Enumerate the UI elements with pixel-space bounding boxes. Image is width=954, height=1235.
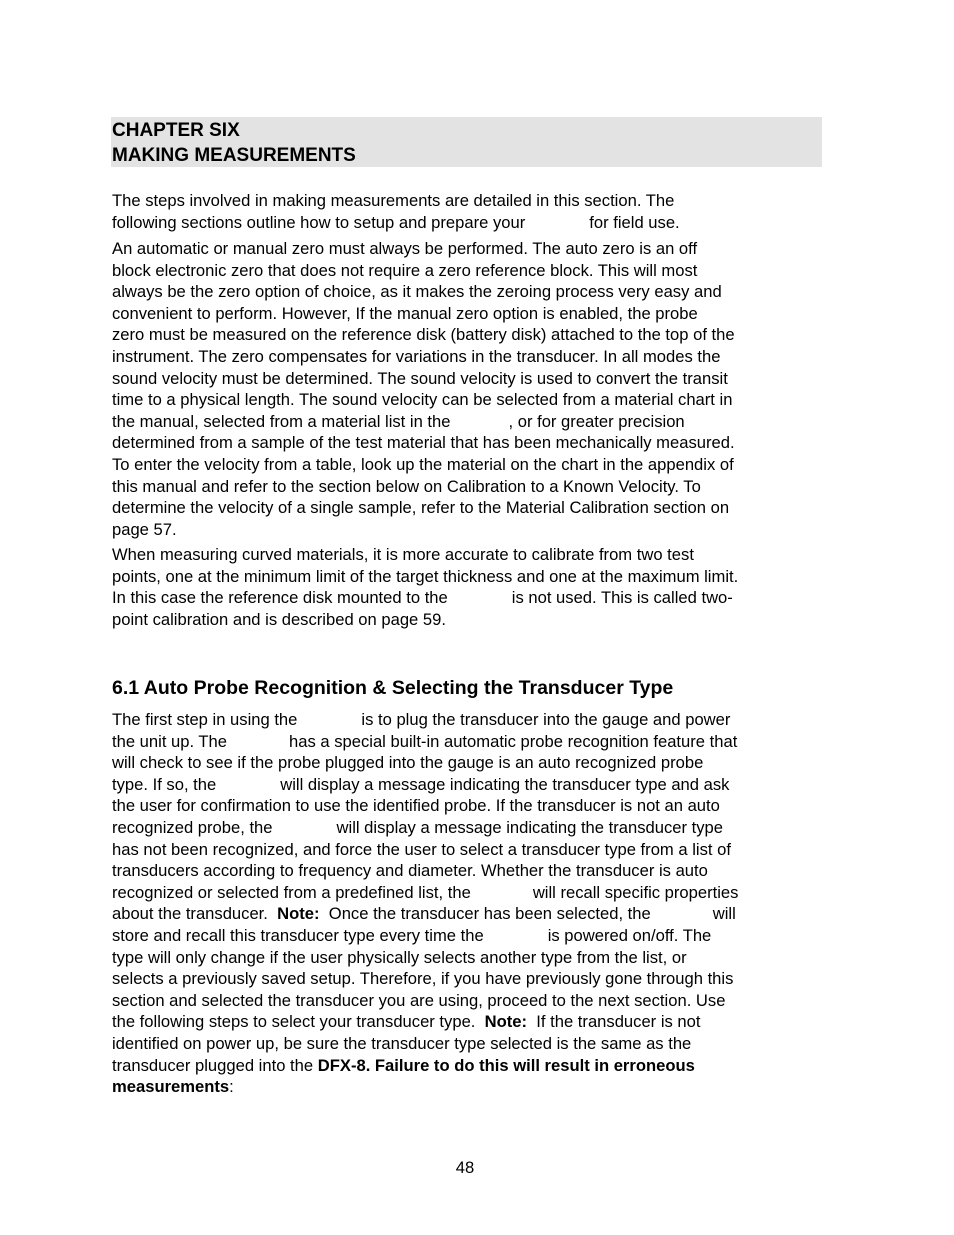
text-line bbox=[112, 731, 824, 753]
text-segment: for field use. bbox=[589, 212, 680, 232]
text-line: always be the zero option of choice, as it makes the zeroing process very easy and bbox=[112, 282, 722, 302]
text-line: this manual and refer to the section below on Calibration to a Known Velocity. To bbox=[112, 476, 701, 496]
text-segment: has a special built-in automatic probe recognition feature that bbox=[289, 731, 738, 751]
text-line: determine the velocity of a single sample, refer to the Material Calibration section on bbox=[112, 498, 730, 518]
text-segment: is not used. This is called two- bbox=[511, 588, 733, 608]
page-number: 48 bbox=[455, 1158, 475, 1177]
text-line: section and selected the transducer you are using, proceed to the next section. Use bbox=[112, 990, 726, 1010]
chapter-number: CHAPTER SIX bbox=[112, 120, 240, 141]
text-line bbox=[112, 882, 824, 904]
text-segment: the following steps to select your transducer type. bbox=[112, 1012, 476, 1032]
text-line: will check to see if the probe plugged into the gauge is an auto recognized probe bbox=[112, 753, 704, 773]
text-line bbox=[112, 817, 824, 839]
text-segment: recognized or selected from a predefined list, the bbox=[112, 882, 471, 902]
text-segment: is to plug the transducer into the gauge and power bbox=[361, 710, 731, 729]
text-line bbox=[112, 411, 824, 433]
text-segment: , or for greater precision bbox=[508, 411, 685, 431]
text-line bbox=[112, 1076, 824, 1098]
text-line: block electronic zero that does not require a zero reference block. This will most bbox=[112, 260, 698, 280]
text-line: has not been recognized, and force the user to select a transducer type from a list of bbox=[112, 839, 731, 859]
text-line: point calibration and is described on page 59. bbox=[112, 609, 446, 629]
text-segment: will display a message indicating the transducer type bbox=[336, 817, 724, 837]
text-line: points, one at the minimum limit of the target thickness and one at the maximum limit. bbox=[112, 566, 739, 586]
warning-text: measurements bbox=[112, 1077, 230, 1097]
text-line: type will only change if the user physically selects another type from the list, or bbox=[112, 947, 687, 967]
text-line bbox=[112, 1055, 824, 1077]
text-line: selects a previously saved setup. Therefore, if you have previously gone through this bbox=[112, 969, 734, 989]
text-line bbox=[112, 212, 824, 234]
text-line: determined from a sample of the test material that has been mechanically measured. bbox=[112, 433, 735, 453]
text-segment: will bbox=[712, 904, 736, 924]
text-line bbox=[112, 1011, 824, 1033]
chapter-title: MAKING MEASUREMENTS bbox=[112, 145, 356, 166]
text-line bbox=[112, 774, 824, 796]
text-line bbox=[112, 587, 824, 609]
text-line: An automatic or manual zero must always be performed. The auto zero is an off bbox=[112, 239, 698, 258]
section-heading: 6.1 Auto Probe Recognition & Selecting the Transducer Type bbox=[112, 677, 674, 699]
text-line: When measuring curved materials, it is more accurate to calibrate from two test bbox=[112, 545, 694, 564]
text-segment: In this case the reference disk mounted to the bbox=[112, 588, 448, 608]
text-segment: Once the transducer has been selected, the bbox=[328, 904, 651, 924]
text-segment: will recall specific properties bbox=[532, 882, 739, 902]
text-line: sound velocity must be determined. The sound velocity is used to convert the transit bbox=[112, 368, 728, 388]
text-segment: the manual, selected from a material list in the bbox=[112, 411, 451, 431]
text-segment: If the transducer is not bbox=[536, 1012, 701, 1032]
text-segment: transducer plugged into the bbox=[112, 1055, 314, 1075]
text-line bbox=[112, 709, 824, 731]
text-segment: is powered on/off. The bbox=[547, 925, 712, 945]
text-line: the user for confirmation to use the identified probe. If the transducer is not an auto bbox=[112, 796, 720, 816]
text-segment: the unit up. The bbox=[112, 731, 228, 751]
text-line: The steps involved in making measurements are detailed in this section. The bbox=[112, 191, 675, 210]
text-segment: following sections outline how to setup and prepare your bbox=[112, 212, 526, 232]
text-segment: type. If so, the bbox=[112, 774, 217, 794]
text-line: page 57. bbox=[112, 519, 177, 539]
text-line bbox=[112, 903, 824, 925]
text-segment: store and recall this transducer type every time the bbox=[112, 925, 484, 945]
intro-paragraph-3 bbox=[112, 544, 824, 630]
text-line: time to a physical length. The sound velocity can be selected from a material chart in bbox=[112, 390, 733, 410]
text-line: transducers according to frequency and diameter. Whether the transducer is auto bbox=[112, 861, 708, 881]
warning-text: DFX-8. Failure to do this will result in erroneous bbox=[317, 1055, 695, 1075]
chapter-header bbox=[111, 117, 822, 167]
intro-paragraph-2 bbox=[112, 238, 824, 540]
text-segment: : bbox=[229, 1077, 234, 1097]
text-segment: will display a message indicating the transducer type and ask bbox=[280, 774, 730, 794]
text-line: identified on power up, be sure the transducer type selected is the same as the bbox=[112, 1033, 692, 1053]
text-line: convenient to perform. However, If the manual zero option is enabled, the probe bbox=[112, 303, 698, 323]
text-line: zero must be measured on the reference disk (battery disk) attached to the top of the bbox=[112, 325, 735, 345]
note-label: Note: bbox=[277, 904, 320, 924]
text-line: instrument. The zero compensates for variations in the transducer. In all modes the bbox=[112, 346, 721, 366]
text-line: To enter the velocity from a table, look up the material on the chart in the appendix of bbox=[112, 454, 734, 474]
text-line bbox=[112, 925, 824, 947]
intro-paragraph-1 bbox=[112, 190, 824, 233]
note-label: Note: bbox=[484, 1012, 528, 1032]
text-segment: The first step in using the bbox=[112, 710, 298, 729]
section-paragraph bbox=[112, 709, 824, 1098]
text-segment: recognized probe, the bbox=[112, 817, 273, 837]
text-segment: about the transducer. bbox=[112, 904, 268, 924]
